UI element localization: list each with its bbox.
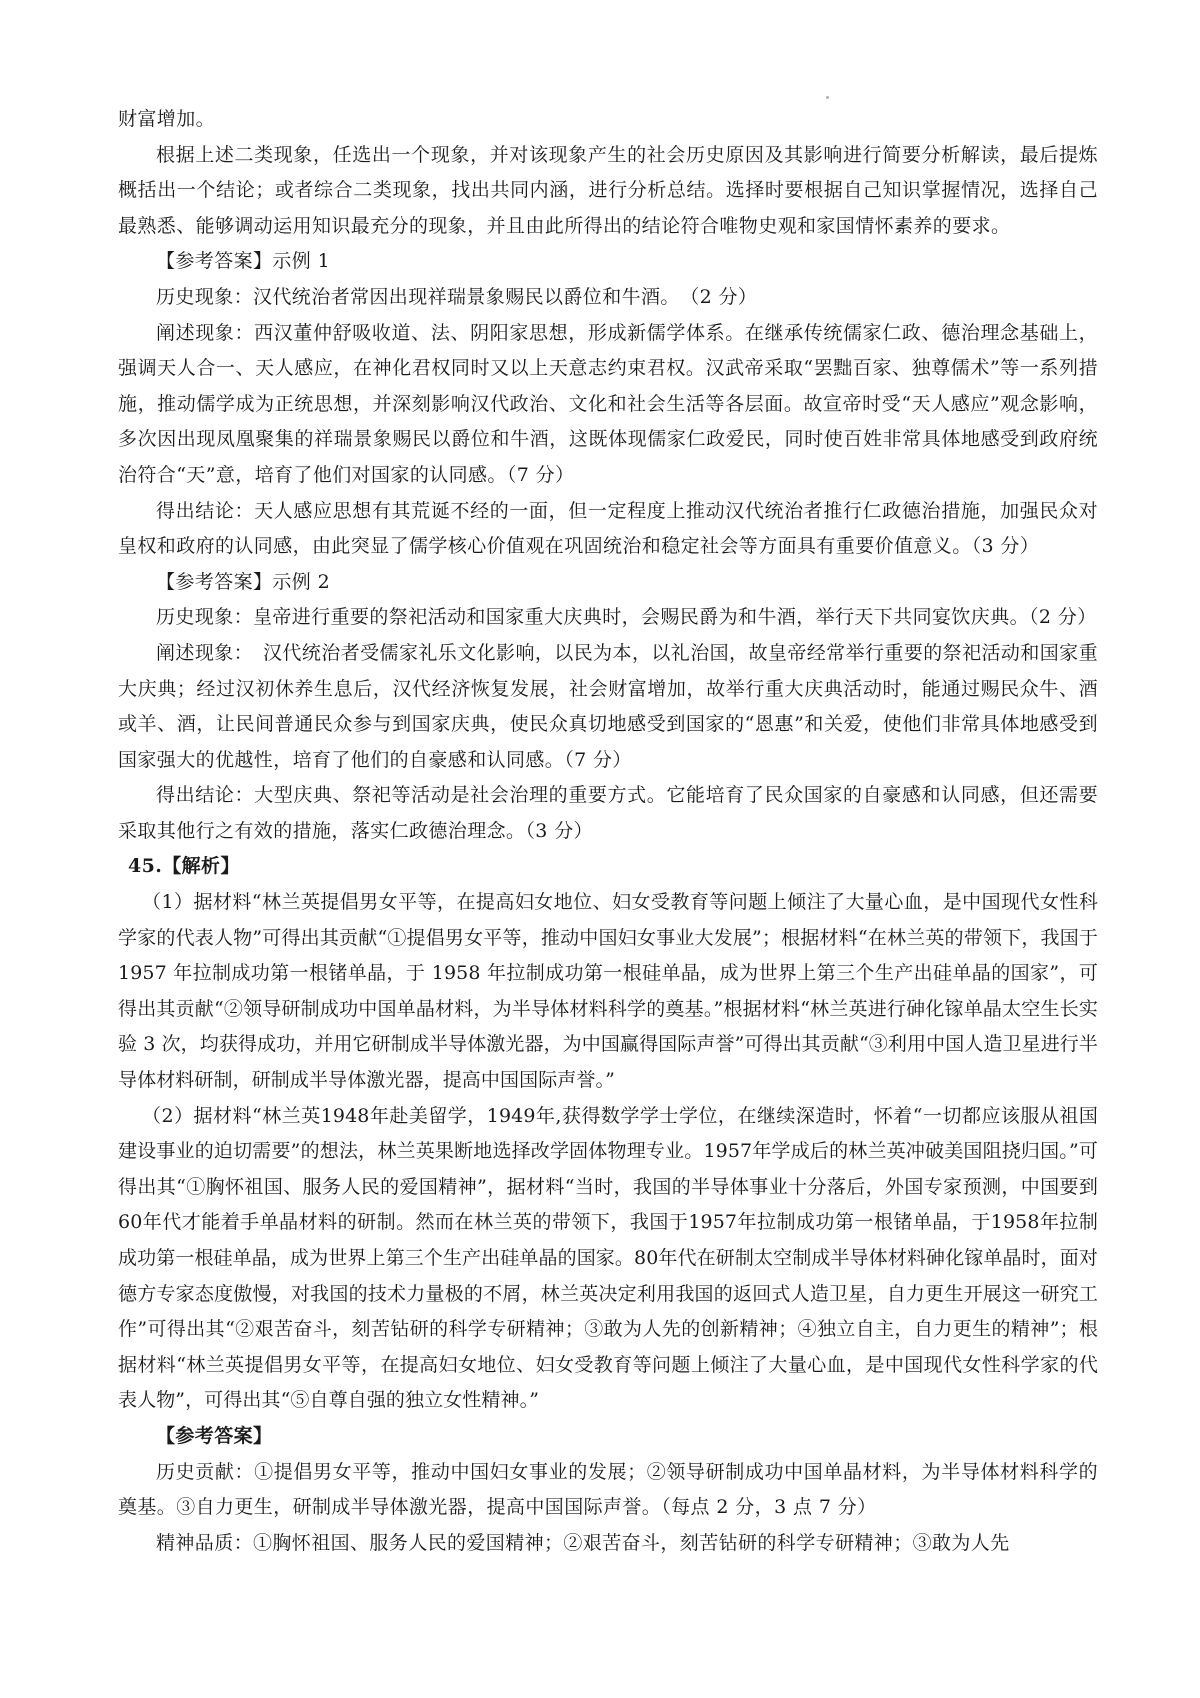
- example-1-phenomenon-explanation: 阐述现象：西汉董仲舒吸收道、法、阴阳家思想，形成新儒学体系。在继承传统儒家仁政、德治理念基础上，强调天人合一、天人感应，在神化君权同时又以上天意志约束君权。汉武帝采取“罢黜百家、独尊儒术”等一系列措施，推动儒学成为正统思想，并深刻影响汉代政治、文化和社会生活等各层面。故宣帝时受“天人感应”观念影响，多次因出现凤凰聚集的祥瑞景象赐民以爵位和牛酒，这既体现儒家仁政爱民，同时使百姓非常具体地感受到政府统治符合“天”意，培育了他们对国家的认同感。（7 分）: [118, 321, 1098, 486]
- question-45-part-1-analysis: （1）据材料“林兰英提倡男女平等，在提高妇女地位、妇女受教育等问题上倾注了大量心血，是中国现代女性科学家的代表人物”可得出其贡献“①提倡男女平等，推动中国妇女事业大发展”；根据材料“在林兰英的带领下，我国于 1957 年拉制成功第一根锗单晶，于 1958 年拉制成功第一根硅单晶，成为世界上第三个生产出硅单晶的国家”，可得出其贡献“②领导研制成功中国单晶材料，为半导体材料科学的奠基。”根据材料“林兰英进行砷化镓单晶太空生长实验 3 次，均获得成功，并用它研制成半导体激光器，为中国赢得国际声誉”可得出其贡献“③利用中国人造卫星进行半导体材料研制，研制成半导体激光器，提高中国国际声誉。”: [118, 891, 1098, 1092]
- example-2-historical-phenomenon: 历史现象：皇帝进行重要的祭祀活动和国家重大庆典时，会赐民爵为和牛酒，举行天下共同宴饮庆典。（2 分）: [156, 606, 1097, 629]
- question-45-analysis-heading: 45.【解析】: [128, 855, 240, 878]
- scan-dot-mark: [826, 96, 829, 99]
- answer-historical-contributions: 历史贡献：①提倡男女平等，推动中国妇女事业的发展；②领导研制成功中国单晶材料，为半导体材料科学的奠基。③自力更生，研制成半导体激光器，提高中国国际声誉。（每点 2 分，3 点 7 分）: [118, 1460, 1098, 1519]
- question-45-reference-answer-heading: 【参考答案】: [156, 1424, 273, 1447]
- document-page: [118, 102, 1098, 1561]
- example-1-historical-phenomenon: 历史现象：汉代统治者常因出现祥瑞景象赐民以爵位和牛酒。 （2 分）: [156, 285, 758, 308]
- example-2-phenomenon-explanation: 阐述现象： 汉代统治者受儒家礼乐文化影响，以民为本，以礼治国，故皇帝经常举行重要的祭祀活动和国家重大庆典；经过汉初休养生息后，汉代经济恢复发展，社会财富增加，故举行重大庆典活动时，能通过赐民众牛、酒或羊、酒，让民间普通民众参与到国家庆典，使民众真切地感受到国家的“恩惠”和关爱，使他们非常具体地感受到国家强大的优越性，培育了他们的自豪感和认同感。（7 分）: [118, 641, 1098, 771]
- example-2-conclusion: 得出结论：大型庆典、祭祀等活动是社会治理的重要方式。它能培育了民众国家的自豪感和认同感，但还需要采取其他行之有效的措施，落实仁政德治理念。（3 分）: [118, 784, 1098, 842]
- answer-spiritual-qualities: 精神品质：①胸怀祖国、服务人民的爱国精神；②艰苦奋斗，刻苦钻研的科学专研精神；③敢为人先: [156, 1531, 1010, 1554]
- reference-answer-heading-example-1: 【参考答案】示例 1: [156, 250, 331, 273]
- paragraph-question-instructions: 根据上述二类现象，任选出一个现象，并对该现象产生的社会历史原因及其影响进行简要分析解读，最后提炼概括出一个结论；或者综合二类现象，找出共同内涵，进行分析总结。选择时要根据自己知识掌握情况，选择自己最熟悉、能够调动运用知识最充分的现象，并且由此所得出的结论符合唯物史观和家国情怀素养的要求。: [118, 143, 1098, 237]
- example-1-conclusion: 得出结论：天人感应思想有其荒诞不经的一面，但一定程度上推动汉代统治者推行仁政德治措施，加强民众对皇权和政府的认同感，由此突显了儒学核心价值观在巩固统治和稳定社会等方面具有重要价值意义。（3 分）: [118, 499, 1098, 558]
- reference-answer-heading-example-2: 【参考答案】示例 2: [156, 570, 331, 593]
- paragraph-wealth-increase: 财富增加。: [118, 108, 216, 130]
- question-45-part-2-analysis: （2）据材料“林兰英1948年赴美留学，1949年,获得数学学士学位，在继续深造时，怀着“一切都应该服从祖国建设事业的迫切需要”的想法，林兰英果断地选择改学固体物理专业。1957年学成后的林兰英冲破美国阻挠归国。”可得出其“①胸怀祖国、服务人民的爱国精神”，据材料“当时，我国的半导体事业十分落后，外国专家预测，中国要到60年代才能着手单晶材料的研制。然而在林兰英的带领下，我国于1957年拉制成功第一根锗单晶，于1958年拉制成功第一根硅单晶，成为世界上第三个生产出硅单晶的国家。80年代在研制太空制成半导体材料砷化镓单晶时，面对德方专家态度傲慢，对我国的技术力量极的不屑，林兰英决定利用我国的返回式人造卫星，自力更生开展这一研究工作”可得出其“②艰苦奋斗，刻苦钻研的科学专研精神；③敢为人先的创新精神；④独立自主，自力更生的精神”；根据材料“林兰英提倡男女平等，在提高妇女地位、妇女受教育等问题上倾注了大量心血，是中国现代女性科学家的代表人物”，可得出其“⑤自尊自强的独立女性精神。”: [118, 1104, 1098, 1412]
